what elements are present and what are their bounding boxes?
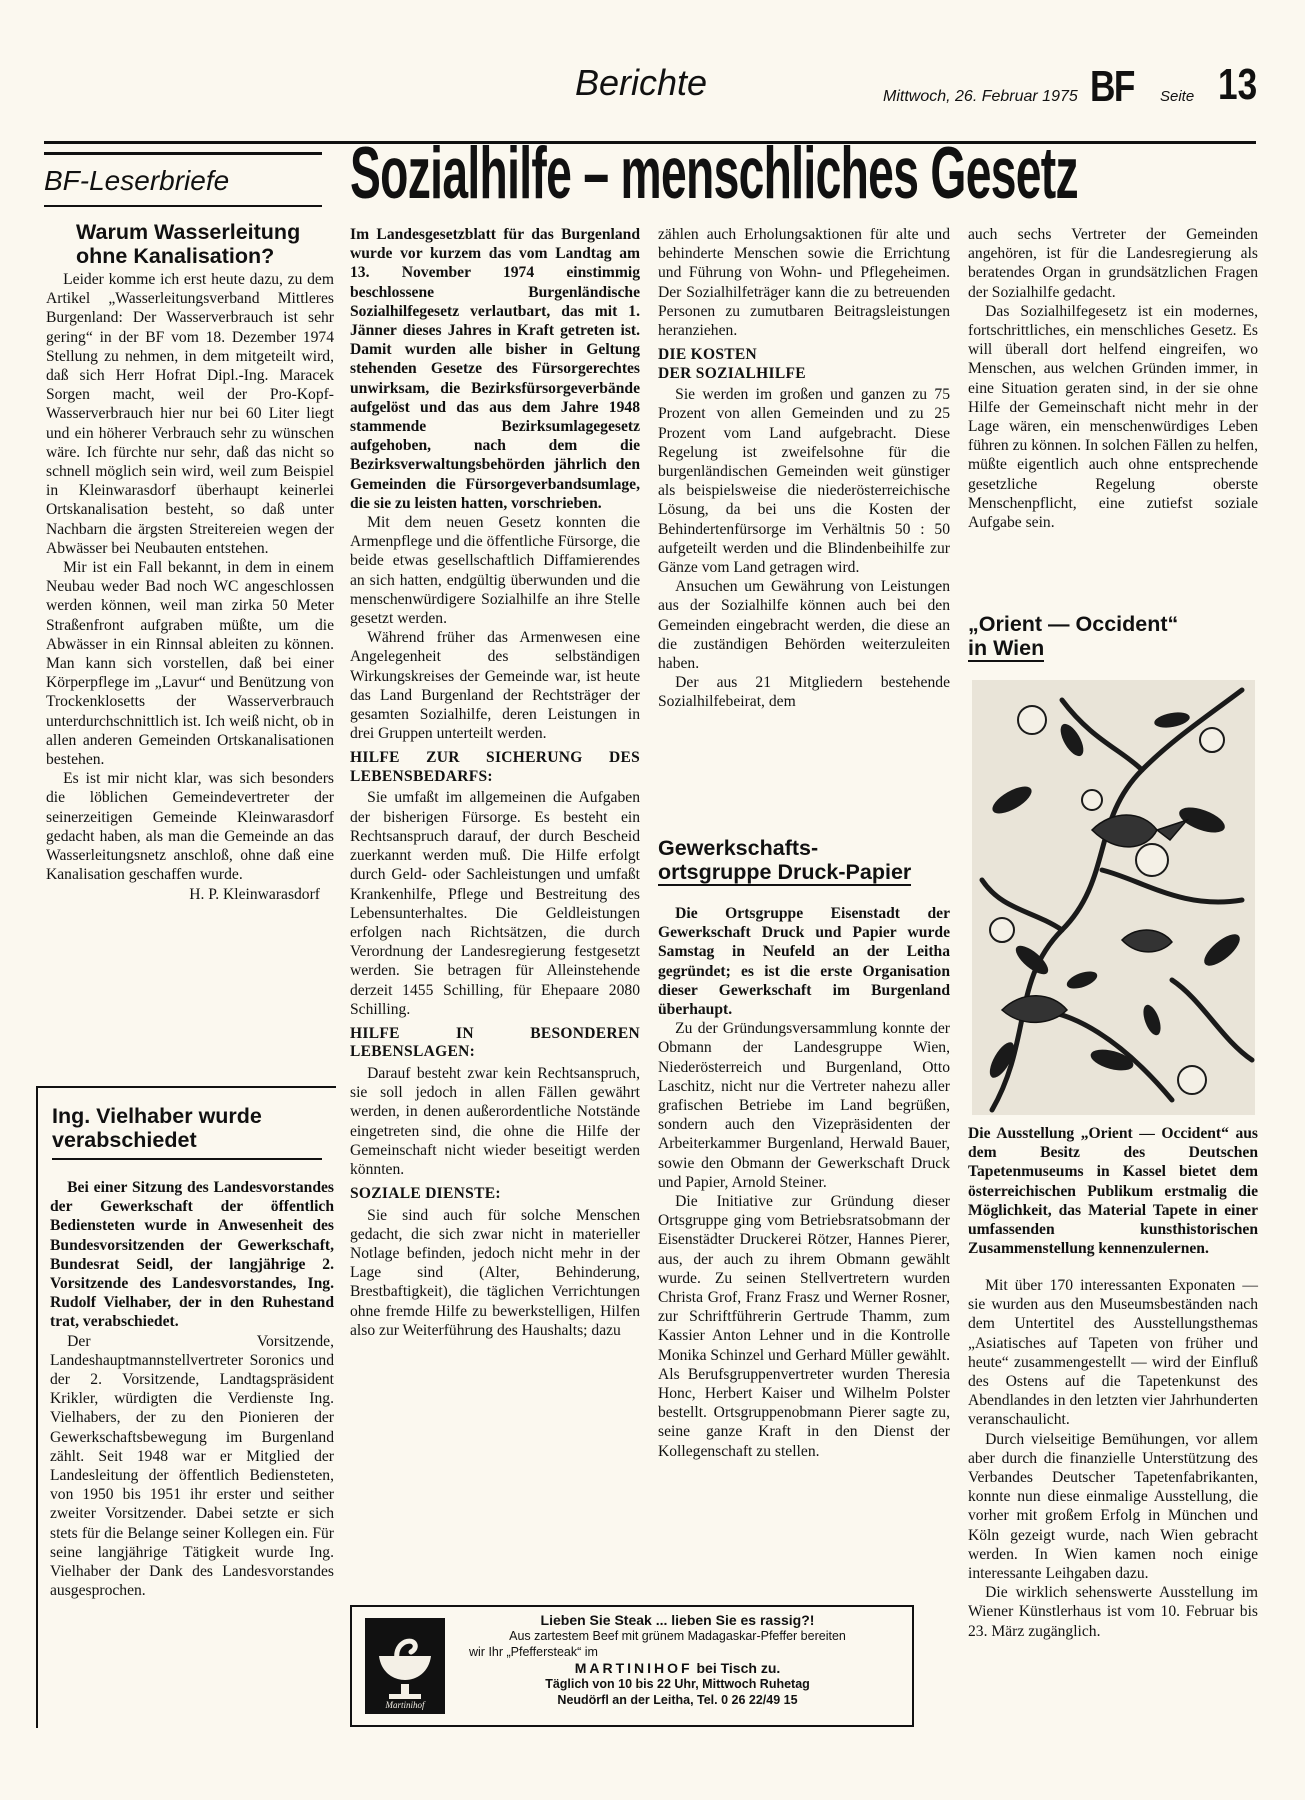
gewerkschaft-paragraph: Zu der Gründungsversammlung konnte der Obmann der Landesgruppe Wien, Niederösterreich und Burgenland, Otto Laschitz, nicht nur die Vertreter nahezu aller grafischen Betriebe im Land begrüßen, sondern auch den Vizepräsidenten der Arbeiterkammer Burgenland, Herwald Bauer, sowie den Obmann der Gewerkschaft Druck und Papier, Arnold Steiner. (658, 1020, 950, 1191)
vielhaber-headline: Ing. Vielhaber wurde verabschiedet (52, 1104, 322, 1160)
sozialhilfe-paragraph: Der aus 21 Mitgliedern bestehende Sozialhilfebeirat, dem (658, 674, 950, 711)
sozialhilfe-paragraph: Darauf besteht zwar kein Rechtsanspruch, sie soll jedoch in allen Fällen gewährt werden, in denen außerordentliche Notstände eingetreten sind, die ohne die Hilfe der Gemeinschaft nicht wieder beseitigt werden könnten. (350, 1064, 640, 1178)
ad-line: wir Ihr „Pfeffersteak“ im (469, 1645, 598, 1659)
subhead-lebensbedarf: HILFE ZUR SICHERUNG DES LEBENSBEDARFS: (350, 749, 640, 785)
ad-line-rest: bei Tisch zu. (692, 1660, 781, 1676)
sozialhilfe-paragraph: zählen auch Erholungsaktionen für alte und behinderte Menschen sowie die Errichtung und Führung von Wohn- und Pflegeheimen. Der Sozialhilfeträger kann die zu betreuenden Personen zu zumutbaren Beitragsleistungen heranziehen. (658, 226, 950, 340)
ad-line: Täglich von 10 bis 22 Uhr, Mittwoch Ruhetag (545, 1677, 810, 1691)
ad-line (455, 1660, 900, 1676)
vielhaber-paragraph: Der Vorsitzende, Landeshauptmannstellvertreter Soronics und der 2. Vorsitzende, Landtagspräsident Krikler, würdigten die Verdienste Ing. Vielhabers, der zu den Pionieren der Gewerkschaftsbewegung im Burgenland zählt. Seit 1948 war er Mitglied der Landesleitung der öffentlich Bediensteten, von 1950 bis 1951 ihr erster und seither zweiter Vorsitzender. Dabei setzte er sich stets für die Belange seiner Kollegen ein. Für seine langjährige Tätigkeit wurde Ing. Vielhaber der Dank des Landesvorstandes ausgesprochen. (50, 1332, 334, 1600)
leserbrief-body (46, 270, 334, 904)
sozialhilfe-col2 (350, 225, 640, 1340)
ad-restaurant-name: MARTINIHOF (574, 1660, 693, 1676)
wallpaper-illustration (972, 680, 1255, 1115)
leserbrief-headline: Warum Wasserleitung ohne Kanalisation? (76, 220, 301, 268)
orient-headline-line2: in Wien (968, 636, 1045, 660)
subhead-kosten: DIE KOSTEN (658, 346, 758, 364)
orient-caption: Die Ausstellung „Orient — Occident“ aus dem Besitz des Deutschen Tapetenmuseums in Kassel bietet dem österreichischen Publikum erstmalig die Möglichkeit, das Material Tapete in einer umfassenden kunsthistorischen Zusammenstellung kennenzulernen. (968, 1125, 1258, 1258)
sozialhilfe-paragraph: Ansuchen um Gewährung von Leistungen aus der Sozialhilfe können auch bei den Gemeinden eingebracht werden, die diese an die zuständigen Behörden weiterzuleiten haben. (658, 578, 950, 673)
sozialhilfe-paragraph: Das Sozialhilfegesetz ist ein modernes, fortschrittliches, ein menschliches Gesetz. Es will überall dort helfend eingreifen, wo Menschen, aus welchen Gründen immer, in eine Situation geraten sind, in der sie ohne Hilfe der Gemeinschaft nicht mehr in der Lage wären, ein menschenwürdiges Leben führen zu können. In solchen Fällen zu helfen, müßte eigentlich auch ohne entsprechende gesetzliche Regelung oberste Menschenpflicht, eine zutiefst soziale Aufgabe sein. (968, 302, 1258, 532)
leserbrief-paragraph: Es ist mir nicht klar, was sich besonders die löblichen Gemeindevertreter der seinerzeitigen Gemeinde Kleinwarasdorf gedacht haben, als man die Gemeinde an das Wasserleitungsnetz anschloß, ohne daß eine Kanalisation geschaffen wurde. (46, 770, 334, 884)
orient-headline (968, 612, 1258, 662)
sozialhilfe-paragraph: Sie werden im großen und ganzen zu 75 Prozent von allen Gemeinden und zu 25 Prozent vom Land aufgebracht. Diese Regelung ist zweifelsohne für die burgenländischen Gemeinden weit günstiger als beispielsweise die niederösterreichische Lösung, da bei uns die Kosten der Behindertenfürsorge im Verhältnis 50 : 50 aufgeteilt werden und die Blindenbeihilfe zur Gänze vom Land getragen wird. (658, 386, 950, 577)
ad-line: Neudörfl an der Leitha, Tel. 0 26 22/49 15 (557, 1693, 798, 1707)
sozialhilfe-paragraph: Sie umfaßt im allgemeinen die Aufgaben der bisherigen Fürsorge. Es besteht ein Rechtsanspruch darauf, der durch Bescheid zuerkannt werden muß. Die Hilfe erfolgt durch Geld- oder Sachleistungen und umfaßt Krankenhilfe, Pflege und Bestreitung des Lebensunterhaltes. Die Geldleistungen erfolgen nach Richtsätzen, die durch Verordnung der Landesregierung festgesetzt werden. Sie betragen für Alleinstehende derzeit 1455 Schilling, für Ehepaare 2080 Schilling. (350, 789, 640, 1018)
gewerkschaft-body (658, 904, 950, 1461)
leserbriefe-label: BF-Leserbriefe (44, 152, 322, 207)
ad-logo-text: Martinihof (385, 1700, 425, 1710)
gewerkschaft-paragraph: Die Initiative zur Gründung dieser Ortsgruppe ging vom Betriebsratsobmann der Eisenstädter Druckerei Rötzer, Hannes Pierer, aus, der auch zu ihrem Obmann gewählt wurde. Zu seinen Stellvertretern wurden Christa Grof, Franz Frasz und Werner Rosner, zur Schriftführerin Gertrude Thamm, zum Kassier Anton Lehner und in die Kontrolle Monika Schinzel und Gerhard Müller gewählt. Als Berufsgruppenvertreter wurden Theresia Honc, Herbert Kaiser und Wilhelm Polster bestellt. Ortsgruppenobmann Pierer sagte zu, seine ganze Kraft in den Dienst der Kollegenschaft zu stellen. (658, 1193, 950, 1460)
sozialhilfe-col3 (658, 225, 950, 712)
leserbrief-signature: H. P. Kleinwarasdorf (189, 885, 320, 903)
page-number: 13 (1218, 60, 1258, 109)
leserbrief-paragraph: Mir ist ein Fall bekannt, in dem in einem Neubau weder Bad noch WC angeschlossen werden können, weil man zirka 50 Meter Straßenfront aufgraben müßte, um die Abwässer in ein Rinnsal ableiten zu können. Man kann sich vorstellen, daß bei einer Körperpflege im „Lavur“ und Benützung von Trockenklosetts der Wasserverbrauch unterdurchschnittlich ist. Ich weiß nicht, ob in allen anderen Gemeinden Ortskanalisationen bestehen. (46, 559, 334, 769)
vielhaber-body (50, 1178, 334, 1600)
issue-date: Mittwoch, 26. Februar 1975 (883, 88, 1078, 105)
gewerkschaft-headline (658, 836, 950, 886)
page-label: Seite (1160, 88, 1195, 105)
orient-paragraph: Durch vielseitige Bemühungen, vor allem aber durch die finanzielle Unterstützung des Verbandes Deutscher Tapetenfabrikanten, konnte nun diese einmalige Ausstellung, die vorher mit großem Erfolg in München und Köln gezeigt wurde, nach Wien gebracht werden. In Wien kamen noch einige interessante Leihgaben dazu. (968, 1430, 1258, 1583)
sozialhilfe-paragraph: auch sechs Vertreter der Gemeinden angehören, ist für die Landesregierung als beratendes Organ in grundsätzlichen Fragen der Sozialhilfe gedacht. (968, 226, 1258, 301)
gewerkschaft-headline-line1: Gewerkschafts- (658, 836, 819, 860)
orient-paragraph: Mit über 170 interessanten Exponaten — sie wurden aus den Museumsbeständen nach dem Untertitel des Ausstellungsthemas „Asiatisches auf Tapeten von früher und heute“ zusammengestellt — wird der Einfluß des Ostens auf die Tapetenkunst des Abendlandes in den letzten vier Jahrhunderten veranschaulicht. (968, 1277, 1258, 1429)
section-title: Berichte (575, 62, 708, 103)
sozialhilfe-lead: Im Landesgesetzblatt für das Burgenland wurde vor kurzem das vom Landtag am 13. November 1974 einstimmig beschlossene Burgenländische Sozialhilfegesetz verlautbart, das mit 1. Jänner dieses Jahres in Kraft getreten ist. Damit wurden alle bisher in Geltung stehenden Gesetze des Fürsorgerechtes unwirksam, die Bezirksfürsorgeverbände aufgelöst und das aus dem Jahre 1948 stammende Bezirksumlagegesetz aufgehoben, nach dem die Bezirksverwaltungsbehörden jährlich den Gemeinden die Fürsorgeverbandsumlage, die sie zu leisten hatten, vorschrieben. (350, 226, 640, 512)
sozialhilfe-paragraph: Sie sind auch für solche Menschen gedacht, die sich zwar nicht in materieller Notlage befinden, jedoch nicht mehr in der Lage sind (Alter, Behinderung, Brestbaftigkeit), die täglichen Verrichtungen ohne fremde Hilfe zu bewerkstelligen, Hilfen also zur Weiterführung des Haushalts; dazu (350, 1206, 640, 1339)
orient-body (968, 1276, 1258, 1641)
sozialhilfe-paragraph: Während früher das Armenwesen eine Angelegenheit des selbständigen Wirkungskreises der Gemeinde war, ist heute das Land Burgenland der Rechtsträger der gesamten Sozialhilfe, deren Leistungen in drei Gruppen unterteilt werden. (350, 629, 640, 743)
ad-line: Aus zartestem Beef mit grünem Madagaskar-Pfeffer bereiten (509, 1629, 846, 1643)
newspaper-logo: BF (1090, 62, 1134, 111)
orient-headline-line1: „Orient — Occident“ (968, 612, 1179, 636)
vielhaber-lead: Bei einer Sitzung des Landesvorstandes der Gewerkschaft der öffentlich Bediensteten wurde in Anwesenheit des Bundesvorsitzenden der Gewerkschaft, Bundesrat Seidl, der langjährige 2. Vorsitzende des Landesvorstandes, Ing. Rudolf Vielhaber, der in den Ruhestand trat, verabschiedet. (50, 1179, 334, 1331)
subhead-lebenslagen: HILFE IN BESONDEREN LEBENSLAGEN: (350, 1024, 640, 1061)
gewerkschaft-lead: Die Ortsgruppe Eisenstadt der Gewerkschaft Druck und Papier wurde Samstag in Neufeld an der Leitha gegründet; es ist die erste Organisation dieser Gewerkschaft im Burgenland überhaupt. (658, 905, 950, 1019)
sozialhilfe-col4 (968, 225, 1258, 532)
sozialhilfe-paragraph: Mit dem neuen Gesetz konnten die Armenpflege und die öffentliche Fürsorge, die beide etwas gesellschaftlich Diffamierendes an sich hatten, endgültig überwunden und die menschenwürdigere Sozialhilfe an ihre Stelle gesetzt werden. (350, 514, 640, 628)
leserbrief-paragraph: Leider komme ich erst heute dazu, zu dem Artikel „Wasserleitungsverband Mittleres Burgenland: Der Wasserverbrauch ist sehr gering“ in der BF vom 18. Dezember 1974 Stellung zu nehmen, in dem mitgeteilt wird, daß sich Herr Hofrat Dipl.-Ing. Maracek Sorgen macht, weil der Pro-Kopf-Wasserverbrauch hier nur bei 60 Liter liegt und ein höherer Verbrauch sehr zu wünschen wäre. Ich fürchte nur sehr, daß das nicht so schnell möglich sein wird, weil zum Beispiel in Kleinwarasdorf überhaupt keinerlei Ortskanalisation besteht, so daß unter Nachbarn die ärgsten Streitereien wegen der Abwässer bei Neubauten entstehen. (46, 271, 334, 557)
gewerkschaft-headline-line2: ortsgruppe Druck-Papier (658, 860, 912, 884)
subhead-dienste: SOZIALE DIENSTE: (350, 1185, 501, 1203)
subhead-kosten-2: DER SOZIALHILFE (658, 364, 806, 382)
ad-line: Lieben Sie Steak ... lieben Sie es rassig?! (540, 1612, 815, 1628)
main-headline: Sozialhilfe – menschliches Gesetz (350, 132, 1078, 215)
ad-copy (455, 1612, 900, 1708)
orient-paragraph: Die wirklich sehenswerte Ausstellung im Wiener Künstlerhaus ist vom 10. Februar bis 23. März zugänglich. (968, 1584, 1258, 1640)
